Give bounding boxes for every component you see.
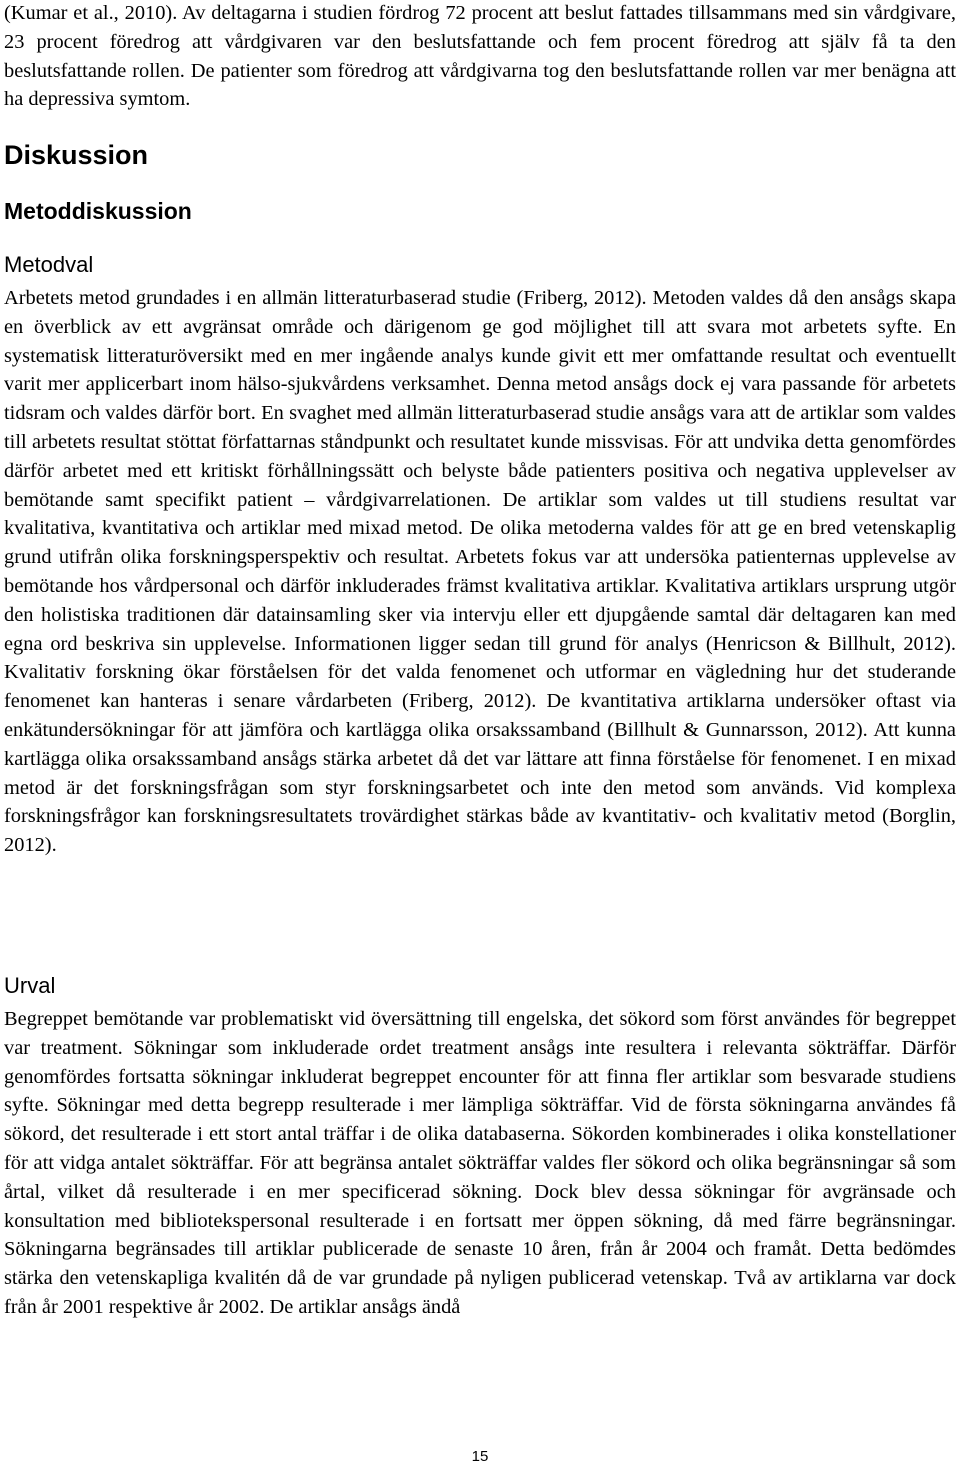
urval-paragraph: Begreppet bemötande var problematiskt vid översättning till engelska, det sökord som först användes för begreppet var treatment. Sökningar som inkluderade ordet treatment ansågs inte resultera i relevanta sökträffar. Därför genomfördes fortsatta sökningar inkluderat begreppet encounter för att finna fler artiklar som besvarade studiens syfte. Sökningar med detta begrepp resulterade i mer lämpliga sökträffar. Vid de första sökningarna användes få sökord, det resulterade i ett stort antal träffar i de olika databaserna. Sökorden kombinerades i olika konstellationer för att vidga antalet sökträffar. För att begränsa antalet sökträffar valdes fler sökord och olika begränsningar så som årtal, vilket då resulterade i en mer specificerad sökning. Dock blev dessa sökningar för avgränsade och konsultation med bibliotekspersonal resulterade i en fortsatt mer öppen sökning, då med färre begränsningar. Sökningarna begränsades till artiklar publicerade de senaste 10 åren, från år 2004 och framåt. Detta bedömdes stärka den vetenskapliga kvalitén då de var grundade på nyligen publicerad vetenskap. Två av artiklarna var dock från år 2001 respektive år 2002. De artiklar ansågs ändå	[4, 1008, 956, 1318]
page-number: 15	[471, 1448, 489, 1465]
heading-metodval: Metodval	[4, 252, 94, 277]
intro-paragraph: (Kumar et al., 2010). Av deltagarna i studien fördrog 72 procent att beslut fattades tillsammans med sin vårdgivare, 23 procent föredrog att vårdgivaren var den beslutsfattande och fem procent föredrog att själv få ta den beslutsfattande rollen. De patienter som föredrog att vårdgivarna tog den beslutsfattande rollen var mer benägna att ha depressiva symtom.	[4, 2, 956, 111]
heading-metoddiskussion: Metoddiskussion	[4, 198, 192, 224]
heading-urval: Urval	[4, 973, 56, 998]
heading-diskussion: Diskussion	[4, 140, 149, 170]
metodval-paragraph: Arbetets metod grundades i en allmän litteraturbaserad studie (Friberg, 2012). Metoden valdes då den ansågs skapa en överblick av ett avgränsat område och därigenom ge god möjlighet till att svara mot arbetets syfte. En systematisk litteraturöversikt med en mer ingående analys kunde givit ett mer omfattande resultat och eventuellt varit mer applicerbart inom hälso-sjukvårdens verksamhet. Denna metod ansågs dock ej vara passande för arbetets tidsram och valdes därför bort. En svaghet med allmän litteraturbaserad studie ansågs vara att de artiklar som valdes till arbetets resultat stöttat författarnas ståndpunkt och resultatet kunde missvisas. För att undvika detta genomfördes därför arbetet med ett kritiskt förhållningssätt och belyste både patienters positiva och negativa upplevelser av bemötande samt specifikt patient – vårdgivarrelationen. De artiklar som valdes ut till studiens resultat var kvalitativa, kvantitativa och artiklar med mixad metod. De olika metoderna valdes för att ge en bred vetenskaplig grund utifrån olika forskningsperspektiv och resultat. Arbetets fokus var att undersöka patienternas upplevelse av bemötande hos vårdpersonal och därför inkluderades främst kvalitativa artiklar. Kvalitativa artiklars ursprung utgör den holistiska traditionen där datainsamling sker via intervju eller ett djupgående samtal där deltagaren kan med egna ord beskriva sin upplevelse. Informationen ligger sedan till grund för analys (Henricson & Billhult, 2012). Kvalitativ forskning ökar förståelsen för det valda fenomenet och utformar en vägledning hur det studerande fenomenet kan hanteras i senare vårdarbeten (Friberg, 2012). De kvantitativa artiklarna undersöker oftast via enkätundersökningar för att jämföra och kartlägga olika orsakssamband (Billhult & Gunnarsson, 2012). Att kunna kartlägga olika orsakssamband ansågs stärka arbetet då det var lättare att finna förståelse för fenomenet. I en mixad metod är det forskningsfrågan som styr forskningsarbetet och inte den metod som används. Vid komplexa forskningsfrågor kan forskningsresultatets trovärdighet stärkas både av kvantitativ- och kvalitativ metod (Borglin, 2012).	[4, 287, 956, 857]
